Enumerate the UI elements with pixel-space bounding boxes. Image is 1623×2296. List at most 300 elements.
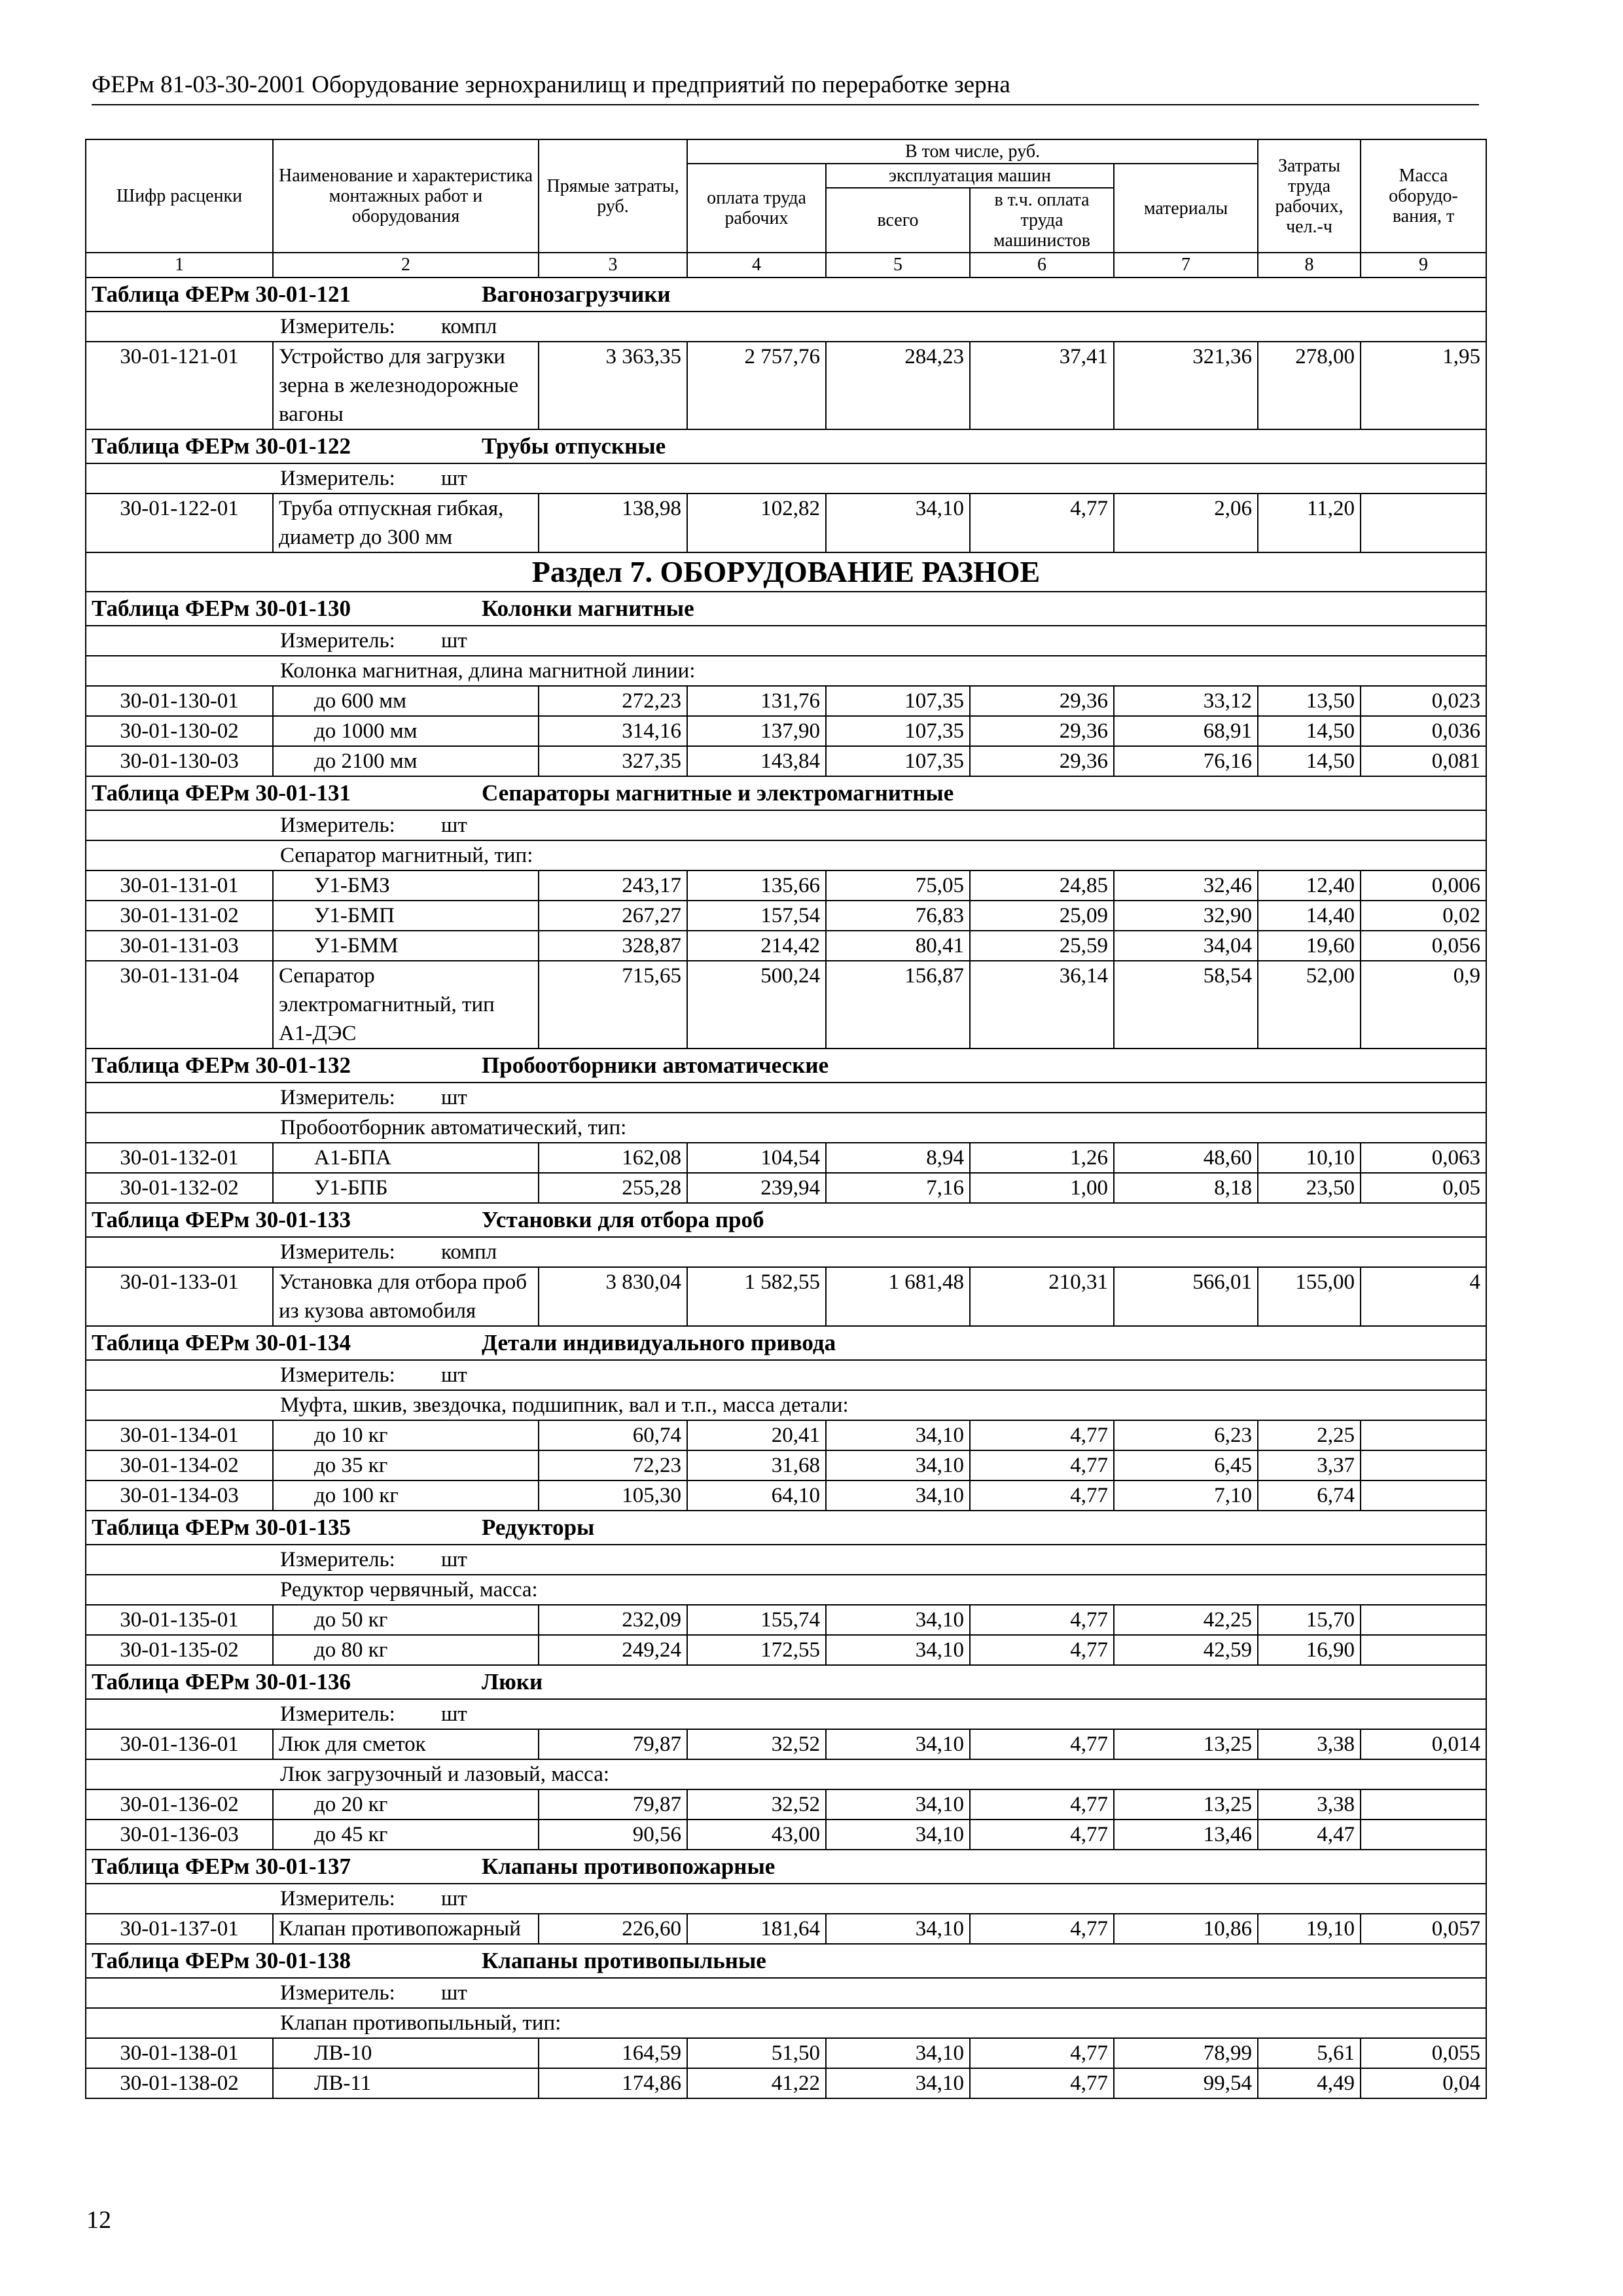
labor-pay: 137,90 [687, 716, 826, 746]
col-number: 4 [687, 253, 826, 278]
group-label: Колонка магнитная, длина магнитной линии: [86, 656, 1486, 686]
machinists-pay: 4,77 [970, 1914, 1114, 1944]
table-row [86, 1450, 1486, 1480]
table-title: Трубы отпускные [482, 433, 666, 459]
table-header [86, 139, 1486, 278]
machinists-pay: 25,59 [970, 931, 1114, 961]
unit-row [86, 1237, 1486, 1267]
unit-value: компл [441, 1240, 497, 1264]
direct-cost: 327,35 [539, 746, 687, 776]
table-body [86, 278, 1486, 2098]
table-code: Таблица ФЕРм 30-01-122 [92, 433, 351, 459]
unit-label: Измеритель: [280, 1548, 395, 1571]
table-row [86, 1820, 1486, 1850]
machines-total: 107,35 [826, 716, 970, 746]
col-number: 1 [86, 253, 273, 278]
labor-pay: 41,22 [687, 2068, 826, 2098]
section-title: Раздел 7. ОБОРУДОВАНИЕ РАЗНОЕ [86, 552, 1486, 592]
machinists-pay: 4,77 [970, 1450, 1114, 1480]
unit-value: компл [441, 315, 497, 338]
labor-hours: 52,00 [1258, 961, 1361, 1049]
machines-total: 34,10 [826, 2038, 970, 2068]
rate-code: 30-01-138-01 [86, 2038, 273, 2068]
machinists-pay: 4,77 [970, 2038, 1114, 2068]
rate-name: Клапан противопожарный [273, 1914, 539, 1944]
labor-pay: 500,24 [687, 961, 826, 1049]
table-row [86, 716, 1486, 746]
labor-hours: 5,61 [1258, 2038, 1361, 2068]
rate-code: 30-01-130-02 [86, 716, 273, 746]
table-row [86, 1143, 1486, 1173]
machinists-pay: 4,77 [970, 1605, 1114, 1635]
machines-total: 284,23 [826, 342, 970, 429]
table-code: Таблица ФЕРм 30-01-133 [92, 1207, 351, 1232]
materials: 13,25 [1114, 1789, 1258, 1820]
labor-pay: 102,82 [687, 493, 826, 552]
unit-value: шт [441, 814, 467, 837]
table-heading [86, 1944, 1486, 1978]
table-heading-row [86, 1665, 1486, 1699]
labor-hours: 2,25 [1258, 1420, 1361, 1450]
direct-cost: 164,59 [539, 2038, 687, 2068]
equipment-mass [1361, 1789, 1486, 1820]
unit-label: Измеритель: [280, 1240, 395, 1264]
unit-value: шт [441, 1363, 467, 1387]
rate-name: до 20 кг [273, 1789, 539, 1820]
rate-name: У1-БМЗ [273, 870, 539, 901]
group-label: Клапан противопыльный, тип: [86, 2008, 1486, 2038]
equipment-mass: 0,006 [1361, 870, 1486, 901]
table-row [86, 1729, 1486, 1759]
direct-cost: 272,23 [539, 686, 687, 716]
machines-total: 75,05 [826, 870, 970, 901]
direct-cost: 90,56 [539, 1820, 687, 1850]
rate-name: до 2100 мм [273, 746, 539, 776]
equipment-mass: 0,057 [1361, 1914, 1486, 1944]
unit-cell [86, 1237, 1486, 1267]
table-heading-row [86, 1944, 1486, 1978]
group-row [86, 1113, 1486, 1143]
labor-pay: 143,84 [687, 746, 826, 776]
rate-name: Сепаратор электромагнитный, тип А1-ДЭС [273, 961, 539, 1049]
machines-total: 107,35 [826, 686, 970, 716]
table-code: Таблица ФЕРм 30-01-130 [92, 596, 351, 621]
direct-cost: 3 830,04 [539, 1267, 687, 1326]
labor-hours: 15,70 [1258, 1605, 1361, 1635]
machines-total: 34,10 [826, 1635, 970, 1665]
machinists-pay: 36,14 [970, 961, 1114, 1049]
rate-name: У1-БПБ [273, 1173, 539, 1203]
group-row [86, 1575, 1486, 1605]
table-code: Таблица ФЕРм 30-01-134 [92, 1330, 351, 1355]
machines-total: 34,10 [826, 1820, 970, 1850]
table-row [86, 1420, 1486, 1450]
machinists-pay: 4,77 [970, 1635, 1114, 1665]
table-heading-row [86, 592, 1486, 626]
rate-code: 30-01-130-01 [86, 686, 273, 716]
direct-cost: 174,86 [539, 2068, 687, 2098]
table-title: Вагонозагрузчики [482, 281, 671, 307]
rate-name: ЛВ-10 [273, 2038, 539, 2068]
direct-cost: 255,28 [539, 1173, 687, 1203]
rate-code: 30-01-135-01 [86, 1605, 273, 1635]
unit-label: Измеритель: [280, 629, 395, 653]
rate-code: 30-01-122-01 [86, 493, 273, 552]
page-number: 12 [86, 2206, 111, 2234]
unit-row [86, 1545, 1486, 1575]
group-label: Муфта, шкив, звездочка, подшипник, вал и т.п., масса детали: [86, 1390, 1486, 1420]
labor-pay: 64,10 [687, 1480, 826, 1511]
materials: 34,04 [1114, 931, 1258, 961]
table-title: Детали индивидуального привода [482, 1330, 836, 1355]
machines-total: 34,10 [826, 1480, 970, 1511]
rate-name: У1-БМП [273, 901, 539, 931]
machinists-pay: 25,09 [970, 901, 1114, 931]
unit-value: шт [441, 1086, 467, 1109]
col-header-machines: эксплуатация машин [826, 164, 1114, 188]
labor-hours: 11,20 [1258, 493, 1361, 552]
table-code: Таблица ФЕРм 30-01-137 [92, 1854, 351, 1879]
machines-total: 34,10 [826, 1605, 970, 1635]
unit-cell [86, 1884, 1486, 1914]
table-code: Таблица ФЕРм 30-01-132 [92, 1052, 351, 1078]
machinists-pay: 4,77 [970, 1789, 1114, 1820]
machines-total: 34,10 [826, 1789, 970, 1820]
unit-value: шт [441, 1981, 467, 2005]
table-heading-row [86, 776, 1486, 810]
equipment-mass: 0,063 [1361, 1143, 1486, 1173]
unit-label: Измеритель: [280, 1086, 395, 1109]
table-row [86, 2038, 1486, 2068]
col-number: 2 [273, 253, 539, 278]
labor-hours: 14,40 [1258, 901, 1361, 931]
unit-label: Измеритель: [280, 467, 395, 490]
machines-total: 1 681,48 [826, 1267, 970, 1326]
equipment-mass: 1,95 [1361, 342, 1486, 429]
unit-row [86, 1083, 1486, 1113]
col-header-code: Шифр расценки [86, 139, 273, 253]
equipment-mass [1361, 1420, 1486, 1450]
rate-name: Установка для отбора проб из кузова автомобиля [273, 1267, 539, 1326]
labor-hours: 13,50 [1258, 686, 1361, 716]
unit-cell [86, 810, 1486, 840]
equipment-mass: 0,036 [1361, 716, 1486, 746]
machinists-pay: 210,31 [970, 1267, 1114, 1326]
table-title: Люки [482, 1669, 543, 1695]
table-title: Редукторы [482, 1515, 595, 1540]
table-heading-row [86, 1203, 1486, 1237]
rate-name: до 35 кг [273, 1450, 539, 1480]
unit-row [86, 810, 1486, 840]
direct-cost: 314,16 [539, 716, 687, 746]
materials: 6,23 [1114, 1420, 1258, 1450]
labor-pay: 135,66 [687, 870, 826, 901]
col-header-labor-pay: оплата труда рабочих [687, 164, 826, 253]
unit-row [86, 1978, 1486, 2008]
materials: 321,36 [1114, 342, 1258, 429]
materials: 8,18 [1114, 1173, 1258, 1203]
direct-cost: 715,65 [539, 961, 687, 1049]
labor-pay: 181,64 [687, 1914, 826, 1944]
labor-pay: 155,74 [687, 1605, 826, 1635]
unit-cell [86, 312, 1486, 342]
materials: 33,12 [1114, 686, 1258, 716]
direct-cost: 232,09 [539, 1605, 687, 1635]
rate-name: до 1000 мм [273, 716, 539, 746]
materials: 76,16 [1114, 746, 1258, 776]
rate-code: 30-01-131-01 [86, 870, 273, 901]
labor-pay: 1 582,55 [687, 1267, 826, 1326]
materials: 13,25 [1114, 1729, 1258, 1759]
labor-pay: 172,55 [687, 1635, 826, 1665]
rate-code: 30-01-132-01 [86, 1143, 273, 1173]
unit-row [86, 1884, 1486, 1914]
col-header-machinists-pay: в т.ч. оплата труда машинистов [970, 188, 1114, 253]
equipment-mass [1361, 1480, 1486, 1511]
table-heading-row [86, 1326, 1486, 1360]
direct-cost: 105,30 [539, 1480, 687, 1511]
rate-code: 30-01-134-01 [86, 1420, 273, 1450]
direct-cost: 267,27 [539, 901, 687, 931]
labor-hours: 3,38 [1258, 1729, 1361, 1759]
table-heading [86, 278, 1486, 312]
rate-name: ЛВ-11 [273, 2068, 539, 2098]
unit-value: шт [441, 1702, 467, 1726]
materials: 42,25 [1114, 1605, 1258, 1635]
labor-hours: 4,47 [1258, 1820, 1361, 1850]
group-row [86, 2008, 1486, 2038]
machines-total: 76,83 [826, 901, 970, 931]
labor-pay: 2 757,76 [687, 342, 826, 429]
rate-code: 30-01-131-02 [86, 901, 273, 931]
table-title: Пробоотборники автоматические [482, 1052, 829, 1078]
machinists-pay: 29,36 [970, 686, 1114, 716]
rate-name: У1-БММ [273, 931, 539, 961]
rate-name: Устройство для загрузки зерна в железнодорожные вагоны [273, 342, 539, 429]
equipment-mass: 0,05 [1361, 1173, 1486, 1203]
unit-cell [86, 463, 1486, 493]
rate-name: Труба отпускная гибкая, диаметр до 300 мм [273, 493, 539, 552]
direct-cost: 226,60 [539, 1914, 687, 1944]
table-heading [86, 1665, 1486, 1699]
machinists-pay: 1,26 [970, 1143, 1114, 1173]
equipment-mass: 0,02 [1361, 901, 1486, 931]
direct-cost: 249,24 [539, 1635, 687, 1665]
labor-hours: 155,00 [1258, 1267, 1361, 1326]
rate-code: 30-01-132-02 [86, 1173, 273, 1203]
unit-value: шт [441, 629, 467, 653]
equipment-mass: 0,014 [1361, 1729, 1486, 1759]
group-row [86, 1759, 1486, 1789]
table-row [86, 1789, 1486, 1820]
col-header-machines-total: всего [826, 188, 970, 253]
col-number: 9 [1361, 253, 1486, 278]
unit-label: Измеритель: [280, 1702, 395, 1726]
rate-code: 30-01-131-03 [86, 931, 273, 961]
table-code: Таблица ФЕРм 30-01-135 [92, 1515, 351, 1540]
unit-cell [86, 1545, 1486, 1575]
table-row [86, 1914, 1486, 1944]
table-heading [86, 1850, 1486, 1884]
table-row [86, 931, 1486, 961]
labor-pay: 32,52 [687, 1789, 826, 1820]
unit-label: Измеритель: [280, 1981, 395, 2005]
machines-total: 34,10 [826, 1450, 970, 1480]
labor-hours: 16,90 [1258, 1635, 1361, 1665]
table-row [86, 961, 1486, 1049]
labor-hours: 4,49 [1258, 2068, 1361, 2098]
table-row [86, 1635, 1486, 1665]
machinists-pay: 4,77 [970, 1729, 1114, 1759]
direct-cost: 138,98 [539, 493, 687, 552]
table-row [86, 1605, 1486, 1635]
group-label: Люк загрузочный и лазовый, масса: [86, 1759, 1486, 1789]
equipment-mass: 0,9 [1361, 961, 1486, 1049]
direct-cost: 72,23 [539, 1450, 687, 1480]
table-heading [86, 776, 1486, 810]
rate-name: до 600 мм [273, 686, 539, 716]
machinists-pay: 24,85 [970, 870, 1114, 901]
labor-hours: 19,60 [1258, 931, 1361, 961]
table-title: Сепараторы магнитные и электромагнитные [482, 780, 954, 806]
table-code: Таблица ФЕРм 30-01-121 [92, 281, 351, 307]
col-header-materials: материалы [1114, 164, 1258, 253]
machines-total: 80,41 [826, 931, 970, 961]
table-row [86, 342, 1486, 429]
rate-code: 30-01-131-04 [86, 961, 273, 1049]
equipment-mass: 0,055 [1361, 2038, 1486, 2068]
rate-name: до 50 кг [273, 1605, 539, 1635]
page-header: ФЕРм 81-03-30-2001 Оборудование зернохранилищ и предприятий по переработке зерна [92, 71, 1479, 105]
labor-pay: 214,42 [687, 931, 826, 961]
materials: 7,10 [1114, 1480, 1258, 1511]
machines-total: 107,35 [826, 746, 970, 776]
col-number: 7 [1114, 253, 1258, 278]
equipment-mass [1361, 1635, 1486, 1665]
machinists-pay: 29,36 [970, 716, 1114, 746]
table-heading-row [86, 1511, 1486, 1545]
machines-total: 34,10 [826, 1729, 970, 1759]
section-row [86, 552, 1486, 592]
equipment-mass [1361, 1450, 1486, 1480]
machinists-pay: 4,77 [970, 1820, 1114, 1850]
equipment-mass: 4 [1361, 1267, 1486, 1326]
table-heading [86, 592, 1486, 626]
group-row [86, 656, 1486, 686]
rate-name: до 100 кг [273, 1480, 539, 1511]
machines-total: 34,10 [826, 2068, 970, 2098]
table-title: Колонки магнитные [482, 596, 694, 621]
col-number: 6 [970, 253, 1114, 278]
unit-row [86, 1360, 1486, 1390]
labor-pay: 43,00 [687, 1820, 826, 1850]
table-title: Установки для отбора проб [482, 1207, 764, 1232]
group-label: Редуктор червячный, масса: [86, 1575, 1486, 1605]
table-heading-row [86, 1049, 1486, 1083]
table-row [86, 686, 1486, 716]
labor-pay: 131,76 [687, 686, 826, 716]
rate-code: 30-01-136-01 [86, 1729, 273, 1759]
rate-code: 30-01-134-02 [86, 1450, 273, 1480]
col-header-mass: Масса оборудо-вания, т [1361, 139, 1486, 253]
machines-total: 34,10 [826, 1420, 970, 1450]
machinists-pay: 4,77 [970, 493, 1114, 552]
rate-code: 30-01-136-02 [86, 1789, 273, 1820]
machines-total: 8,94 [826, 1143, 970, 1173]
col-header-including: В том числе, руб. [687, 139, 1258, 164]
group-label: Пробоотборник автоматический, тип: [86, 1113, 1486, 1143]
labor-pay: 20,41 [687, 1420, 826, 1450]
unit-label: Измеритель: [280, 1887, 395, 1910]
table-row [86, 870, 1486, 901]
direct-cost: 162,08 [539, 1143, 687, 1173]
machines-total: 156,87 [826, 961, 970, 1049]
labor-hours: 6,74 [1258, 1480, 1361, 1511]
unit-cell [86, 1083, 1486, 1113]
unit-row [86, 626, 1486, 656]
table-heading [86, 1049, 1486, 1083]
table-heading-row [86, 278, 1486, 312]
rate-name: до 45 кг [273, 1820, 539, 1850]
unit-cell [86, 1360, 1486, 1390]
machinists-pay: 1,00 [970, 1173, 1114, 1203]
machines-total: 7,16 [826, 1173, 970, 1203]
rate-code: 30-01-130-03 [86, 746, 273, 776]
materials: 68,91 [1114, 716, 1258, 746]
materials: 2,06 [1114, 493, 1258, 552]
unit-cell [86, 1699, 1486, 1729]
unit-value: шт [441, 1887, 467, 1910]
col-number: 3 [539, 253, 687, 278]
table-code: Таблица ФЕРм 30-01-136 [92, 1669, 351, 1695]
table-row [86, 2068, 1486, 2098]
labor-pay: 157,54 [687, 901, 826, 931]
unit-cell [86, 626, 1486, 656]
machines-total: 34,10 [826, 1914, 970, 1944]
group-label: Сепаратор магнитный, тип: [86, 840, 1486, 870]
machinists-pay: 4,77 [970, 1480, 1114, 1511]
direct-cost: 328,87 [539, 931, 687, 961]
materials: 32,90 [1114, 901, 1258, 931]
table-heading [86, 429, 1486, 463]
unit-row [86, 463, 1486, 493]
unit-label: Измеритель: [280, 814, 395, 837]
rates-table-wrapper [85, 139, 1486, 2099]
materials: 42,59 [1114, 1635, 1258, 1665]
machinists-pay: 4,77 [970, 2068, 1114, 2098]
direct-cost: 79,87 [539, 1729, 687, 1759]
table-row [86, 1173, 1486, 1203]
materials: 6,45 [1114, 1450, 1258, 1480]
rate-code: 30-01-134-03 [86, 1480, 273, 1511]
materials: 58,54 [1114, 961, 1258, 1049]
machinists-pay: 37,41 [970, 342, 1114, 429]
col-header-name: Наименование и характеристика монтажных работ и оборудования [273, 139, 539, 253]
col-header-labor-cost: Затраты труда рабочих, чел.-ч [1258, 139, 1361, 253]
unit-cell [86, 1978, 1486, 2008]
rate-name: до 80 кг [273, 1635, 539, 1665]
table-row [86, 1480, 1486, 1511]
col-header-direct: Прямые затраты, руб. [539, 139, 687, 253]
labor-pay: 31,68 [687, 1450, 826, 1480]
labor-pay: 104,54 [687, 1143, 826, 1173]
labor-hours: 19,10 [1258, 1914, 1361, 1944]
equipment-mass: 0,04 [1361, 2068, 1486, 2098]
materials: 48,60 [1114, 1143, 1258, 1173]
labor-hours: 278,00 [1258, 342, 1361, 429]
machines-total: 34,10 [826, 493, 970, 552]
table-code: Таблица ФЕРм 30-01-138 [92, 1948, 351, 1973]
